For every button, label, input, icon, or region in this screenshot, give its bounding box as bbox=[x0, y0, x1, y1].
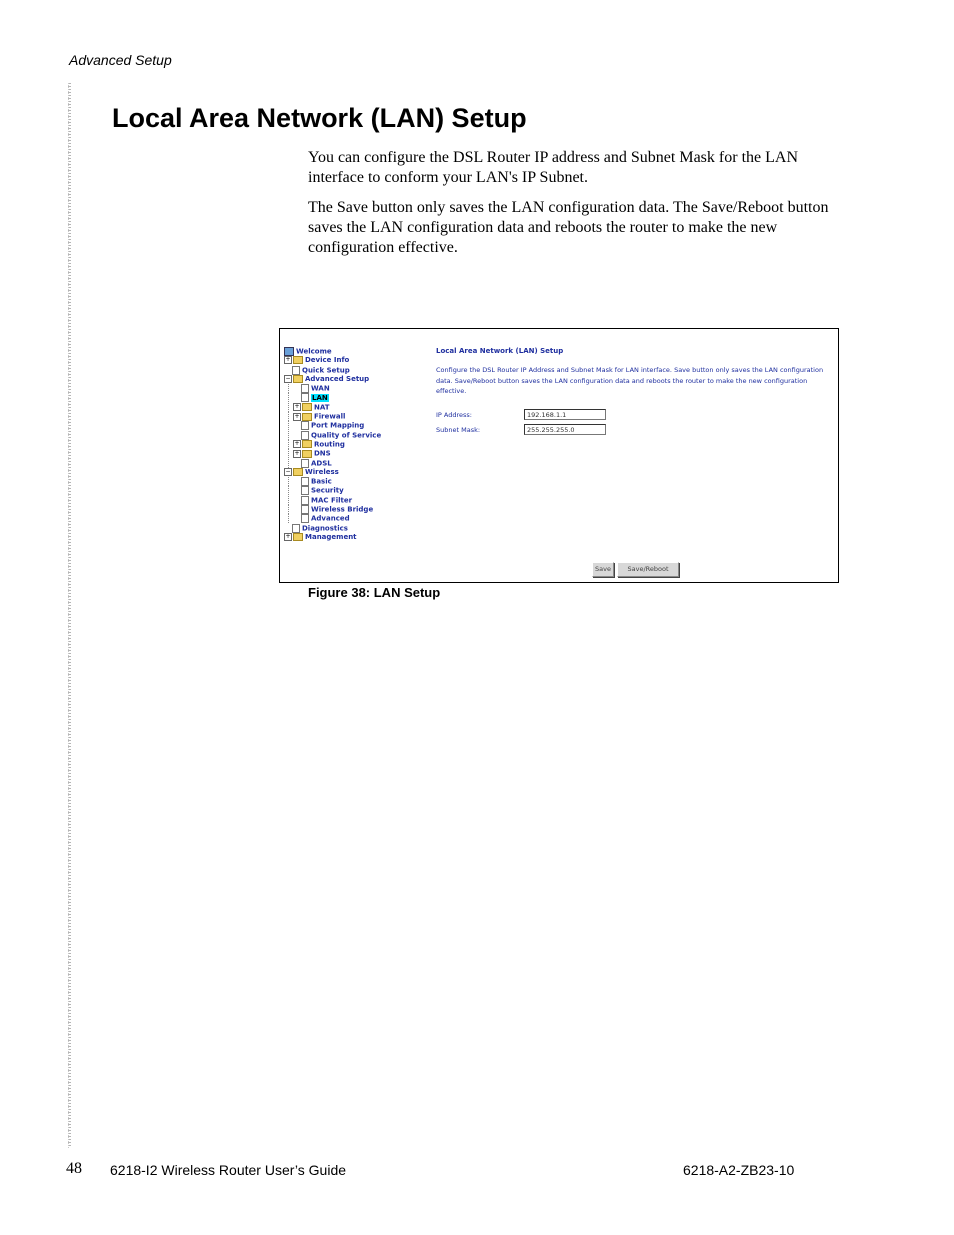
tree-item-qos[interactable]: Quality of Service bbox=[284, 431, 424, 440]
page-icon bbox=[301, 393, 309, 402]
navigation-tree bbox=[284, 347, 424, 542]
collapse-icon[interactable]: − bbox=[285, 374, 291, 382]
intro-paragraph: You can configure the DSL Router IP address and Subnet Mask for the LAN interface to conform your LAN's IP Subnet. bbox=[308, 149, 798, 186]
computer-icon bbox=[284, 347, 294, 356]
save-paragraph: The Save button only saves the LAN configuration data. The Save/Reboot button saves the LAN configuration data and reboots the router to make the new configuration effective. bbox=[308, 199, 829, 256]
tree-item-welcome[interactable]: Welcome bbox=[284, 347, 424, 356]
tree-item-firewall[interactable]: + Firewall bbox=[284, 412, 424, 421]
page-icon bbox=[301, 505, 309, 514]
ip-address-row bbox=[436, 409, 831, 424]
tree-item-diagnostics[interactable]: Diagnostics bbox=[284, 524, 424, 533]
tree-item-wan[interactable]: WAN bbox=[284, 384, 424, 393]
folder-icon bbox=[302, 403, 312, 411]
open-folder-icon bbox=[293, 375, 303, 383]
tree-item-quick-setup[interactable]: Quick Setup bbox=[284, 366, 424, 375]
subnet-mask-label: Subnet Mask: bbox=[436, 425, 481, 434]
expand-icon[interactable]: + bbox=[294, 449, 300, 457]
footer-doc-number: 6218-A2-ZB23-10 bbox=[683, 1162, 795, 1178]
page-icon bbox=[301, 477, 309, 486]
page-icon bbox=[301, 459, 309, 468]
tree-item-routing[interactable]: + Routing bbox=[284, 440, 424, 449]
collapse-icon[interactable]: − bbox=[285, 467, 291, 475]
margin-rule bbox=[68, 83, 71, 1148]
tree-item-mac-filter[interactable]: MAC Filter bbox=[284, 496, 424, 505]
tree-item-device-info[interactable]: + Device Info bbox=[285, 356, 350, 365]
tree-item-basic[interactable]: Basic bbox=[284, 477, 424, 486]
tree-item-wireless[interactable]: − Wireless bbox=[285, 467, 339, 476]
panel-heading: Local Area Network (LAN) Setup bbox=[436, 347, 564, 355]
folder-icon bbox=[302, 413, 312, 421]
ip-address-label: IP Address: bbox=[436, 410, 472, 419]
tree-item-security[interactable]: Security bbox=[284, 486, 424, 495]
expand-icon[interactable]: + bbox=[294, 412, 300, 420]
subnet-mask-input[interactable]: 255.255.255.0 bbox=[524, 424, 606, 435]
page-icon bbox=[301, 514, 309, 523]
tree-item-dns[interactable]: + DNS bbox=[284, 449, 424, 458]
expand-icon[interactable]: + bbox=[294, 403, 300, 411]
tree-item-advanced-setup[interactable]: − Advanced Setup bbox=[285, 374, 370, 383]
lan-setup-screenshot bbox=[279, 328, 839, 583]
page-number: 48 bbox=[66, 1160, 82, 1177]
figure-caption: Figure 38: LAN Setup bbox=[308, 585, 441, 600]
page-icon bbox=[301, 431, 309, 440]
tree-item-nat[interactable]: + NAT bbox=[284, 403, 424, 412]
folder-icon bbox=[293, 356, 303, 364]
save-reboot-button[interactable]: Save/Reboot bbox=[617, 562, 679, 577]
folder-icon bbox=[293, 533, 303, 541]
folder-icon bbox=[302, 440, 312, 448]
subnet-mask-row bbox=[436, 424, 831, 439]
open-folder-icon bbox=[293, 468, 303, 476]
page-icon bbox=[292, 524, 300, 533]
expand-icon[interactable]: + bbox=[294, 440, 300, 448]
folder-icon bbox=[302, 450, 312, 458]
tree-item-adsl[interactable]: ADSL bbox=[284, 459, 424, 468]
lan-setup-panel bbox=[436, 347, 831, 439]
save-button[interactable]: Save bbox=[592, 562, 614, 577]
page-icon bbox=[292, 366, 300, 375]
body-text bbox=[308, 148, 843, 268]
page-icon bbox=[301, 384, 309, 393]
page-icon bbox=[301, 421, 309, 430]
footer-guide-title: 6218-I2 Wireless Router User’s Guide bbox=[110, 1162, 347, 1178]
tree-item-port-mapping[interactable]: Port Mapping bbox=[284, 421, 424, 430]
page-title: Local Area Network (LAN) Setup bbox=[112, 103, 527, 133]
panel-description: Configure the DSL Router IP Address and Subnet Mask for LAN interface. Save button only saves the LAN configuration data. Save/Reboot button saves the LAN configuration data and reboots the router to make the new configuration effective. bbox=[436, 366, 824, 395]
tree-item-advanced[interactable]: Advanced bbox=[284, 514, 424, 523]
tree-item-lan[interactable]: LAN bbox=[284, 393, 424, 402]
running-header: Advanced Setup bbox=[69, 52, 172, 68]
expand-icon[interactable]: + bbox=[285, 356, 291, 364]
tree-item-management[interactable]: + Management bbox=[285, 532, 357, 541]
tree-item-wireless-bridge[interactable]: Wireless Bridge bbox=[284, 505, 424, 514]
page-icon bbox=[301, 486, 309, 495]
ip-address-input[interactable]: 192.168.1.1 bbox=[524, 409, 606, 420]
page-icon bbox=[301, 496, 309, 505]
expand-icon[interactable]: + bbox=[285, 532, 291, 540]
